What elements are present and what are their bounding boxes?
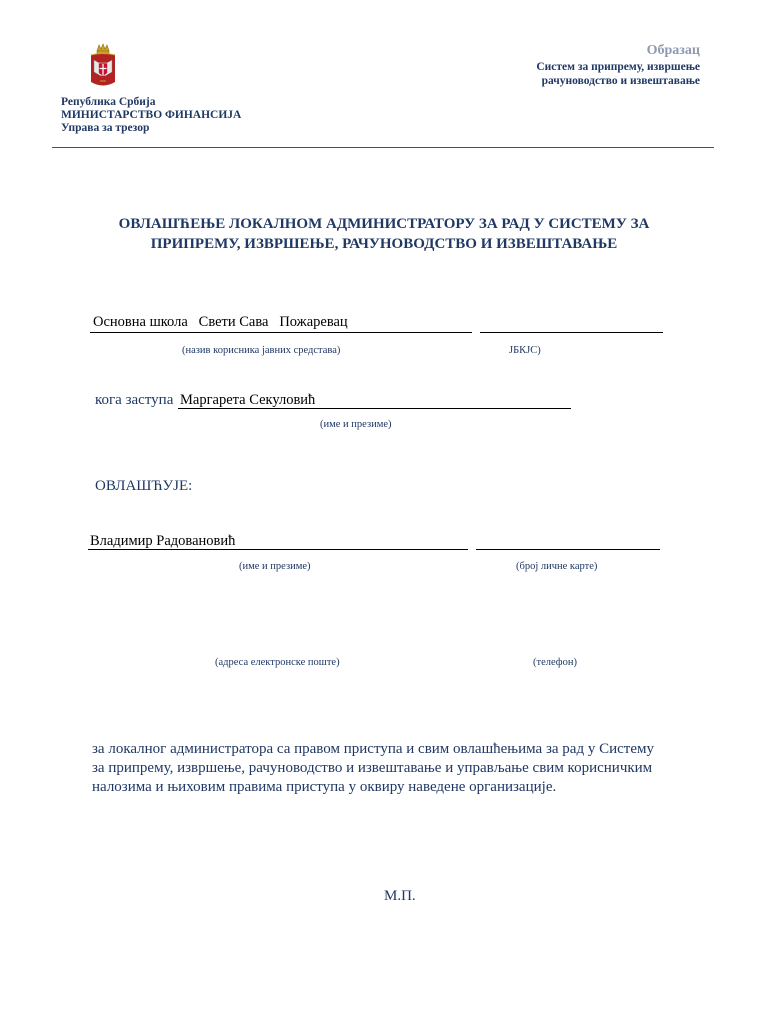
admin-name-line: [88, 549, 468, 550]
authorization-text: [92, 740, 692, 797]
represented-by-line: [178, 408, 571, 409]
document-title-line2: ПРИПРЕМУ, ИЗВРШЕЊЕ, РАЧУНОВОДСТВО И ИЗВЕШТАВАЊЕ: [150, 236, 618, 252]
form-header: [536, 42, 700, 88]
stamp-place-label: М.П.: [384, 888, 416, 904]
system-name-line2: рачуноводство и извештавање: [541, 75, 700, 87]
issuer-block: [61, 96, 241, 135]
authorizes-label: ОВЛАШЋУЈЕ:: [95, 478, 193, 494]
represented-by-value: Маргарета Секуловић: [180, 392, 316, 408]
issuer-department: Управа за трезор: [61, 122, 150, 134]
issuer-country: Република Србија: [61, 96, 156, 108]
represented-by-label: кога заступа: [95, 392, 174, 408]
authorization-text-line2: за припрему, извршење, рачуноводство и извештавање и управљање свим корисничким: [92, 760, 653, 776]
email-caption: (адреса електронске поште): [215, 657, 340, 668]
user-name-caption: (назив корисника јавних средстава): [182, 345, 341, 356]
admin-name-value: Владимир Радовановић: [90, 533, 236, 549]
id-card-caption: (број личне карте): [516, 561, 598, 572]
represented-by-caption: (име и презиме): [320, 419, 392, 430]
system-name-line1: Систем за припрему, извршење: [536, 61, 700, 73]
header-divider: [52, 147, 714, 148]
issuer-ministry: МИНИСТАРСТВО ФИНАНСИЈА: [61, 109, 242, 121]
document-title: [60, 214, 708, 254]
user-name-value: Основна школа Свети Сава Пожаревац: [93, 314, 348, 330]
authorization-text-line3: налозима и њиховим правима приступа у оквиру наведене организације.: [92, 779, 557, 795]
document-title-line1: ОВЛАШЋЕЊЕ ЛОКАЛНОМ АДМИНИСТРАТОРУ ЗА РАД У СИСТЕМУ ЗА: [118, 216, 650, 232]
coat-of-arms-icon: [88, 42, 118, 90]
phone-caption: (телефон): [533, 657, 577, 668]
jbkjs-caption: ЈБКЈС): [509, 345, 541, 356]
jbkjs-line: [480, 332, 663, 333]
form-label: Образац: [646, 43, 700, 58]
user-name-line: [90, 332, 472, 333]
id-card-line: [476, 549, 660, 550]
admin-name-caption: (име и презиме): [239, 561, 311, 572]
authorization-text-line1: за локалног администратора са правом приступа и свим овлашћењима за рад у Систему: [92, 741, 654, 757]
